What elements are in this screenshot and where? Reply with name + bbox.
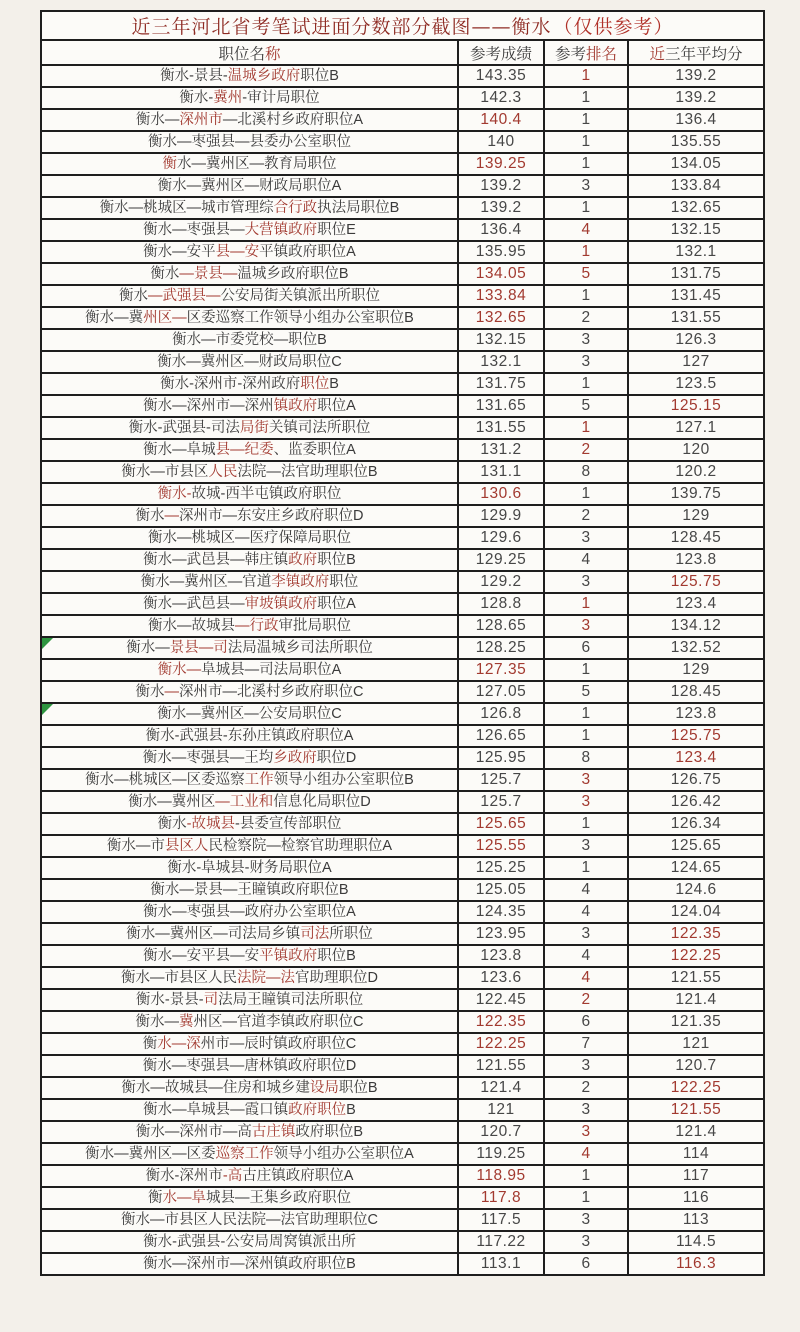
table-row <box>41 571 764 593</box>
rank-cell: 1 <box>544 703 628 725</box>
avg-cell: 114 <box>628 1143 764 1165</box>
avg-cell: 128.45 <box>628 527 764 549</box>
avg-cell: 131.75 <box>628 263 764 285</box>
score-cell: 125.25 <box>458 857 544 879</box>
avg-cell: 123.4 <box>628 747 764 769</box>
avg-cell: 120 <box>628 439 764 461</box>
rank-cell: 6 <box>544 1011 628 1033</box>
position-cell: 衡水—冀州区—财政局职位C <box>41 351 458 373</box>
position-cell: 衡水—武邑县—韩庄镇政府职位B <box>41 549 458 571</box>
avg-cell: 125.75 <box>628 725 764 747</box>
table-row <box>41 131 764 153</box>
score-cell: 126.8 <box>458 703 544 725</box>
avg-cell: 126.75 <box>628 769 764 791</box>
rank-cell: 1 <box>544 417 628 439</box>
table-row <box>41 945 764 967</box>
table-row <box>41 989 764 1011</box>
avg-cell: 132.15 <box>628 219 764 241</box>
score-cell: 131.1 <box>458 461 544 483</box>
score-cell: 125.95 <box>458 747 544 769</box>
table-row <box>41 879 764 901</box>
avg-cell: 120.2 <box>628 461 764 483</box>
table-row <box>41 483 764 505</box>
table-row <box>41 65 764 87</box>
table-row <box>41 1011 764 1033</box>
rank-cell: 1 <box>544 1187 628 1209</box>
position-cell: 衡水—桃城区—城市管理综合行政执法局职位B <box>41 197 458 219</box>
rank-cell: 3 <box>544 1231 628 1253</box>
score-cell: 128.65 <box>458 615 544 637</box>
header-row <box>41 40 764 65</box>
rank-cell: 2 <box>544 439 628 461</box>
table-row <box>41 1077 764 1099</box>
rank-cell: 1 <box>544 483 628 505</box>
table-row <box>41 703 764 725</box>
table-row <box>41 263 764 285</box>
score-cell: 139.25 <box>458 153 544 175</box>
title-row <box>41 11 764 40</box>
position-cell: 衡水-故城县-县委宣传部职位 <box>41 813 458 835</box>
rank-cell: 1 <box>544 373 628 395</box>
score-cell: 123.8 <box>458 945 544 967</box>
table-row <box>41 373 764 395</box>
score-cell: 128.8 <box>458 593 544 615</box>
position-cell: 衡水—市县区人民检察院—检察官助理职位A <box>41 835 458 857</box>
avg-cell: 122.25 <box>628 945 764 967</box>
table-row <box>41 901 764 923</box>
rank-cell: 1 <box>544 241 628 263</box>
avg-cell: 127 <box>628 351 764 373</box>
position-cell: 衡水—深州市—北溪村乡政府职位C <box>41 681 458 703</box>
position-cell: 衡水—深州市—东安庄乡政府职位D <box>41 505 458 527</box>
score-cell: 130.6 <box>458 483 544 505</box>
rank-cell: 1 <box>544 593 628 615</box>
score-cell: 134.05 <box>458 263 544 285</box>
score-cell: 129.2 <box>458 571 544 593</box>
position-cell: 衡水—景县—温城乡政府职位B <box>41 263 458 285</box>
position-cell: 衡水—武强县—公安局街关镇派出所职位 <box>41 285 458 307</box>
rank-cell: 1 <box>544 65 628 87</box>
position-cell: 衡水—深州市—深州镇政府职位A <box>41 395 458 417</box>
table-row <box>41 1253 764 1275</box>
rank-cell: 1 <box>544 659 628 681</box>
position-cell: 衡水—景县—司法局温城乡司法所职位 <box>41 637 458 659</box>
rank-cell: 4 <box>544 219 628 241</box>
rank-cell: 1 <box>544 109 628 131</box>
position-cell: 衡水—武邑县—审坡镇政府职位A <box>41 593 458 615</box>
score-cell: 136.4 <box>458 219 544 241</box>
table-row <box>41 637 764 659</box>
avg-cell: 124.65 <box>628 857 764 879</box>
score-cell: 125.65 <box>458 813 544 835</box>
avg-cell: 126.3 <box>628 329 764 351</box>
position-cell: 衡水—阜城县—司法局职位A <box>41 659 458 681</box>
table-row <box>41 1055 764 1077</box>
score-cell: 123.6 <box>458 967 544 989</box>
score-cell: 117.22 <box>458 1231 544 1253</box>
score-cell: 124.35 <box>458 901 544 923</box>
position-cell: 衡水-故城-西半屯镇政府职位 <box>41 483 458 505</box>
position-cell: 衡水—枣强县—县委办公室职位 <box>41 131 458 153</box>
rank-cell: 1 <box>544 197 628 219</box>
position-cell: 衡水—阜城县—纪委、监委职位A <box>41 439 458 461</box>
score-cell: 131.2 <box>458 439 544 461</box>
table-row <box>41 1143 764 1165</box>
avg-cell: 131.45 <box>628 285 764 307</box>
avg-cell: 125.15 <box>628 395 764 417</box>
score-cell: 133.84 <box>458 285 544 307</box>
avg-cell: 139.2 <box>628 65 764 87</box>
avg-cell: 128.45 <box>628 681 764 703</box>
position-cell: 衡水—冀州区—教育局职位 <box>41 153 458 175</box>
rank-cell: 4 <box>544 879 628 901</box>
avg-cell: 129 <box>628 505 764 527</box>
avg-cell: 126.42 <box>628 791 764 813</box>
column-header-rank: 参考排名 <box>544 40 628 65</box>
table-row <box>41 1033 764 1055</box>
score-cell: 140 <box>458 131 544 153</box>
rank-cell: 2 <box>544 307 628 329</box>
score-cell: 127.05 <box>458 681 544 703</box>
position-cell: 衡水—冀州区—司法局乡镇司法所职位 <box>41 923 458 945</box>
position-cell: 衡水-阜城县-财务局职位A <box>41 857 458 879</box>
score-cell: 117.8 <box>458 1187 544 1209</box>
position-cell: 衡水—故城县—住房和城乡建设局职位B <box>41 1077 458 1099</box>
position-cell: 衡水-景县-司法局王瞳镇司法所职位 <box>41 989 458 1011</box>
avg-cell: 134.05 <box>628 153 764 175</box>
avg-cell: 124.04 <box>628 901 764 923</box>
score-cell: 119.25 <box>458 1143 544 1165</box>
avg-cell: 134.12 <box>628 615 764 637</box>
rank-cell: 2 <box>544 989 628 1011</box>
position-cell: 衡水-深州市-深州政府职位B <box>41 373 458 395</box>
rank-cell: 4 <box>544 901 628 923</box>
table-row <box>41 175 764 197</box>
avg-cell: 131.55 <box>628 307 764 329</box>
avg-cell: 121.35 <box>628 1011 764 1033</box>
position-cell: 衡水-武强县-公安局周窝镇派出所 <box>41 1231 458 1253</box>
rank-cell: 3 <box>544 1209 628 1231</box>
green-corner-marker-icon <box>42 704 53 715</box>
score-cell: 139.2 <box>458 175 544 197</box>
rank-cell: 3 <box>544 923 628 945</box>
position-cell: 衡水-武强县-东孙庄镇政府职位A <box>41 725 458 747</box>
avg-cell: 125.75 <box>628 571 764 593</box>
table-row <box>41 615 764 637</box>
avg-cell: 120.7 <box>628 1055 764 1077</box>
position-cell: 衡水-景县-温城乡政府职位B <box>41 65 458 87</box>
rank-cell: 1 <box>544 87 628 109</box>
score-cell: 121.4 <box>458 1077 544 1099</box>
avg-cell: 123.8 <box>628 703 764 725</box>
table-row <box>41 417 764 439</box>
table-row <box>41 395 764 417</box>
rank-cell: 8 <box>544 747 628 769</box>
title-text: 近三年河北省考笔试进面分数部分截图——衡水 <box>131 16 552 38</box>
table-row <box>41 285 764 307</box>
table-row <box>41 813 764 835</box>
position-cell: 衡水—枣强县—王均乡政府职位D <box>41 747 458 769</box>
score-cell: 131.55 <box>458 417 544 439</box>
rank-cell: 3 <box>544 351 628 373</box>
rank-cell: 3 <box>544 571 628 593</box>
rank-cell: 3 <box>544 329 628 351</box>
score-cell: 125.55 <box>458 835 544 857</box>
avg-cell: 135.55 <box>628 131 764 153</box>
position-cell: 衡水—景县—王瞳镇政府职位B <box>41 879 458 901</box>
score-table <box>40 10 765 1276</box>
table-row <box>41 681 764 703</box>
score-cell: 132.15 <box>458 329 544 351</box>
avg-cell: 121.4 <box>628 1121 764 1143</box>
avg-cell: 116.3 <box>628 1253 764 1275</box>
avg-cell: 121.55 <box>628 967 764 989</box>
score-cell: 122.25 <box>458 1033 544 1055</box>
avg-cell: 125.65 <box>628 835 764 857</box>
score-cell: 131.75 <box>458 373 544 395</box>
rank-cell: 7 <box>544 1033 628 1055</box>
rank-cell: 1 <box>544 857 628 879</box>
rank-cell: 3 <box>544 527 628 549</box>
position-cell: 衡水—市县区人民法院—法官助理职位B <box>41 461 458 483</box>
rank-cell: 6 <box>544 637 628 659</box>
table-row <box>41 1099 764 1121</box>
avg-cell: 129 <box>628 659 764 681</box>
score-cell: 132.1 <box>458 351 544 373</box>
table-row <box>41 1165 764 1187</box>
rank-cell: 3 <box>544 769 628 791</box>
score-cell: 129.6 <box>458 527 544 549</box>
score-cell: 125.05 <box>458 879 544 901</box>
rank-cell: 4 <box>544 945 628 967</box>
score-cell: 135.95 <box>458 241 544 263</box>
score-cell: 125.7 <box>458 769 544 791</box>
position-cell: 衡水—市县区人民法院—法官助理职位D <box>41 967 458 989</box>
score-cell: 122.45 <box>458 989 544 1011</box>
position-cell: 衡水—桃城区—医疗保障局职位 <box>41 527 458 549</box>
position-cell: 衡水—枣强县—政府办公室职位A <box>41 901 458 923</box>
table-row <box>41 1187 764 1209</box>
position-cell: 衡水—冀州区—财政局职位A <box>41 175 458 197</box>
avg-cell: 139.75 <box>628 483 764 505</box>
rank-cell: 5 <box>544 681 628 703</box>
position-cell: 衡水—深州市—北溪村乡政府职位A <box>41 109 458 131</box>
position-cell: 衡水—冀州区—区委巡察工作领导小组办公室职位B <box>41 307 458 329</box>
score-cell: 120.7 <box>458 1121 544 1143</box>
avg-cell: 121.55 <box>628 1099 764 1121</box>
column-header-position: 职位名称 <box>41 40 458 65</box>
score-cell: 118.95 <box>458 1165 544 1187</box>
avg-cell: 136.4 <box>628 109 764 131</box>
rank-cell: 3 <box>544 835 628 857</box>
table-row <box>41 329 764 351</box>
table-row <box>41 505 764 527</box>
avg-cell: 139.2 <box>628 87 764 109</box>
rank-cell: 3 <box>544 1099 628 1121</box>
table-body <box>41 65 764 1275</box>
table-row <box>41 461 764 483</box>
rank-cell: 1 <box>544 285 628 307</box>
rank-cell: 3 <box>544 1055 628 1077</box>
table-row <box>41 1231 764 1253</box>
avg-cell: 133.84 <box>628 175 764 197</box>
score-cell: 121.55 <box>458 1055 544 1077</box>
table-row <box>41 923 764 945</box>
position-cell: 衡水—冀州区—官道李镇政府职位C <box>41 1011 458 1033</box>
position-cell: 衡水—阜城县—王集乡政府职位 <box>41 1187 458 1209</box>
table-row <box>41 109 764 131</box>
table-row <box>41 197 764 219</box>
score-cell: 121 <box>458 1099 544 1121</box>
avg-cell: 132.52 <box>628 637 764 659</box>
column-header-avg: 近三年平均分 <box>628 40 764 65</box>
table-row <box>41 219 764 241</box>
table-row <box>41 857 764 879</box>
rank-cell: 4 <box>544 1143 628 1165</box>
rank-cell: 5 <box>544 263 628 285</box>
avg-cell: 126.34 <box>628 813 764 835</box>
rank-cell: 4 <box>544 549 628 571</box>
score-cell: 125.7 <box>458 791 544 813</box>
rank-cell: 1 <box>544 1165 628 1187</box>
position-cell: 衡水—安平县—安平镇政府职位A <box>41 241 458 263</box>
position-cell: 衡水—市县区人民法院—法官助理职位C <box>41 1209 458 1231</box>
score-cell: 132.65 <box>458 307 544 329</box>
position-cell: 衡水—桃城区—区委巡察工作领导小组办公室职位B <box>41 769 458 791</box>
title-note: （仅供参考） <box>553 16 674 38</box>
rank-cell: 2 <box>544 1077 628 1099</box>
table-row <box>41 241 764 263</box>
score-cell: 143.35 <box>458 65 544 87</box>
rank-cell: 3 <box>544 615 628 637</box>
table-title <box>41 11 764 40</box>
score-cell: 117.5 <box>458 1209 544 1231</box>
table-row <box>41 153 764 175</box>
rank-cell: 1 <box>544 813 628 835</box>
position-cell: 衡水—枣强县—大营镇政府职位E <box>41 219 458 241</box>
avg-cell: 132.65 <box>628 197 764 219</box>
table-row <box>41 593 764 615</box>
table-row <box>41 791 764 813</box>
rank-cell: 2 <box>544 505 628 527</box>
position-cell: 衡水—深州市—高古庄镇政府职位B <box>41 1121 458 1143</box>
rank-cell: 1 <box>544 153 628 175</box>
score-cell: 127.35 <box>458 659 544 681</box>
avg-cell: 127.1 <box>628 417 764 439</box>
table-row <box>41 659 764 681</box>
position-cell: 衡水—冀州区—区委巡察工作领导小组办公室职位A <box>41 1143 458 1165</box>
position-cell: 衡水—深州市—辰时镇政府职位C <box>41 1033 458 1055</box>
rank-cell: 1 <box>544 131 628 153</box>
table-row <box>41 351 764 373</box>
rank-cell: 6 <box>544 1253 628 1275</box>
avg-cell: 122.35 <box>628 923 764 945</box>
table-row <box>41 527 764 549</box>
table-row <box>41 725 764 747</box>
green-corner-marker-icon <box>42 638 53 649</box>
score-cell: 129.25 <box>458 549 544 571</box>
score-cell: 131.65 <box>458 395 544 417</box>
rank-cell: 8 <box>544 461 628 483</box>
rank-cell: 5 <box>544 395 628 417</box>
position-cell: 衡水—冀州区—官道李镇政府职位 <box>41 571 458 593</box>
table-row <box>41 439 764 461</box>
avg-cell: 116 <box>628 1187 764 1209</box>
score-cell: 123.95 <box>458 923 544 945</box>
column-header-score: 参考成绩 <box>458 40 544 65</box>
score-cell: 122.35 <box>458 1011 544 1033</box>
position-cell: 衡水—深州市—深州镇政府职位B <box>41 1253 458 1275</box>
table-row <box>41 769 764 791</box>
rank-cell: 3 <box>544 1121 628 1143</box>
table-row <box>41 835 764 857</box>
score-cell: 140.4 <box>458 109 544 131</box>
table-row <box>41 967 764 989</box>
score-cell: 142.3 <box>458 87 544 109</box>
rank-cell: 1 <box>544 725 628 747</box>
score-cell: 113.1 <box>458 1253 544 1275</box>
position-cell: 衡水—枣强县—唐林镇政府职位D <box>41 1055 458 1077</box>
avg-cell: 114.5 <box>628 1231 764 1253</box>
avg-cell: 122.25 <box>628 1077 764 1099</box>
position-cell: 衡水—故城县—行政审批局职位 <box>41 615 458 637</box>
table-row <box>41 87 764 109</box>
position-cell: 衡水—阜城县—霞口镇政府职位B <box>41 1099 458 1121</box>
avg-cell: 123.4 <box>628 593 764 615</box>
avg-cell: 132.1 <box>628 241 764 263</box>
position-cell: 衡水-武强县-司法局街关镇司法所职位 <box>41 417 458 439</box>
avg-cell: 123.5 <box>628 373 764 395</box>
avg-cell: 121 <box>628 1033 764 1055</box>
rank-cell: 3 <box>544 175 628 197</box>
avg-cell: 117 <box>628 1165 764 1187</box>
avg-cell: 113 <box>628 1209 764 1231</box>
avg-cell: 121.4 <box>628 989 764 1011</box>
table-row <box>41 1121 764 1143</box>
score-cell: 139.2 <box>458 197 544 219</box>
table-row <box>41 747 764 769</box>
table-row <box>41 549 764 571</box>
position-cell: 衡水-深州市-高古庄镇政府职位A <box>41 1165 458 1187</box>
score-cell: 128.25 <box>458 637 544 659</box>
position-cell: 衡水—冀州区—公安局职位C <box>41 703 458 725</box>
rank-cell: 4 <box>544 967 628 989</box>
position-cell: 衡水—安平县—安平镇政府职位B <box>41 945 458 967</box>
avg-cell: 123.8 <box>628 549 764 571</box>
score-cell: 129.9 <box>458 505 544 527</box>
rank-cell: 3 <box>544 791 628 813</box>
score-cell: 126.65 <box>458 725 544 747</box>
avg-cell: 124.6 <box>628 879 764 901</box>
position-cell: 衡水—市委党校—职位B <box>41 329 458 351</box>
position-cell: 衡水-冀州-审计局职位 <box>41 87 458 109</box>
position-cell: 衡水—冀州区—工业和信息化局职位D <box>41 791 458 813</box>
table-row <box>41 1209 764 1231</box>
table-row <box>41 307 764 329</box>
